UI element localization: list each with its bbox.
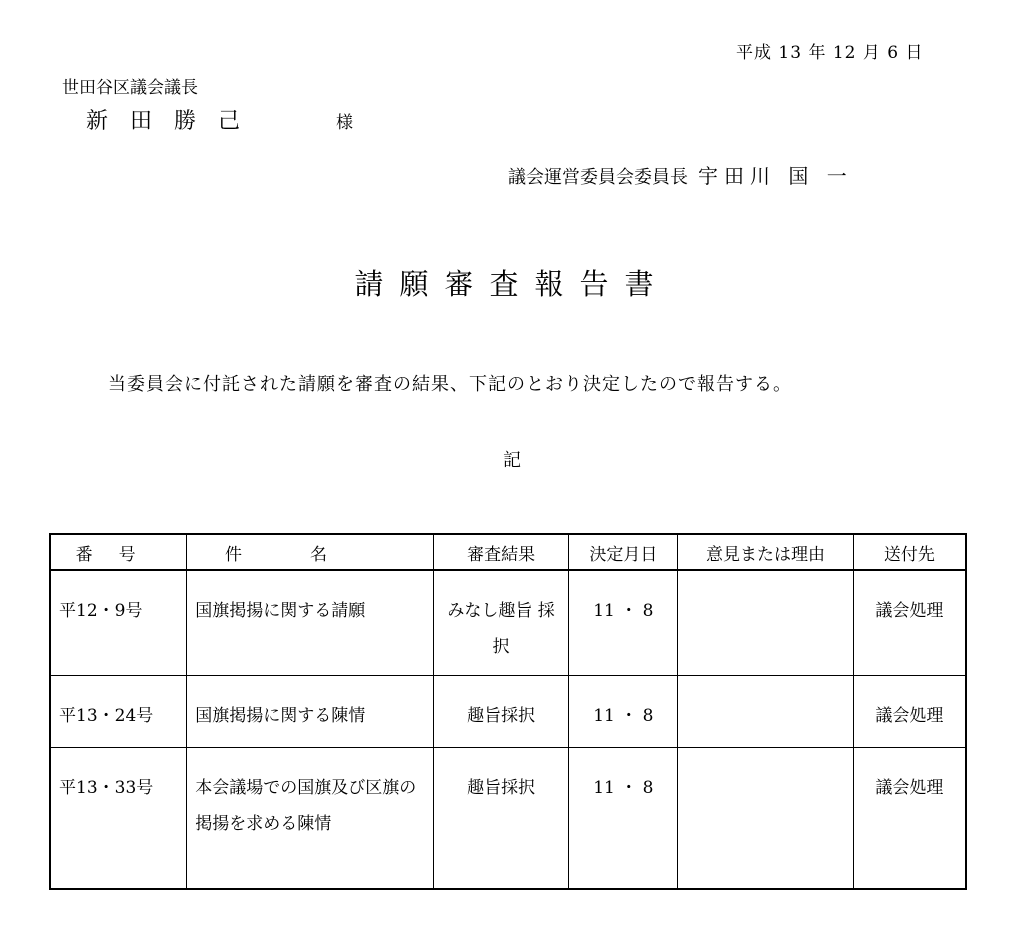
ki-heading: 記 <box>503 450 521 471</box>
cell-result: みなし趣旨 採 択 <box>433 570 569 675</box>
cell-date: 11 ・ 8 <box>569 570 678 675</box>
header-destination: 送付先 <box>853 534 966 570</box>
header-opinion: 意見または理由 <box>678 534 854 570</box>
addressee-organization: 世田谷区議会議長 <box>62 78 198 98</box>
petition-table <box>49 533 967 890</box>
document-title: 請願審査報告書 <box>354 267 670 301</box>
cell-destination: 議会処理 <box>853 675 966 747</box>
table-row <box>50 675 966 747</box>
addressee-name: 新田勝己 <box>86 109 263 134</box>
cell-number: 平13・24号 <box>50 675 187 747</box>
header-result: 審査結果 <box>433 534 569 570</box>
cell-destination: 議会処理 <box>853 747 966 889</box>
table-row <box>50 570 966 675</box>
cell-subject: 国旗掲揚に関する請願 <box>187 570 434 675</box>
cell-date: 11 ・ 8 <box>569 675 678 747</box>
document-body: 当委員会に付託された請願を審査の結果、下記のとおり決定したので報告する。 <box>108 374 792 395</box>
header-decision-date: 決定月日 <box>569 534 678 570</box>
cell-number: 平13・33号 <box>50 747 187 889</box>
cell-result: 趣旨採択 <box>433 675 569 747</box>
sender-name: 宇田川 国 一 <box>698 164 853 188</box>
cell-result: 趣旨採択 <box>433 747 569 889</box>
header-subject: 件名 <box>187 534 434 570</box>
table-header-row <box>50 534 966 570</box>
cell-destination: 議会処理 <box>853 570 966 675</box>
table-row <box>50 747 966 889</box>
cell-date: 11 ・ 8 <box>569 747 678 889</box>
cell-opinion <box>678 570 854 675</box>
cell-opinion <box>678 675 854 747</box>
cell-number: 平12・9号 <box>50 570 187 675</box>
header-number: 番号 <box>50 534 187 570</box>
addressee-honorific: 様 <box>336 113 353 133</box>
sender-line <box>508 160 853 189</box>
document-date: 平成 13 年 12 月 6 日 <box>736 43 924 63</box>
cell-subject: 本会議場での国旗及び区旗の掲揚を求める陳情 <box>187 747 434 889</box>
cell-subject: 国旗掲揚に関する陳情 <box>187 675 434 747</box>
sender-title: 議会運営委員会委員長 <box>508 167 688 188</box>
cell-opinion <box>678 747 854 889</box>
